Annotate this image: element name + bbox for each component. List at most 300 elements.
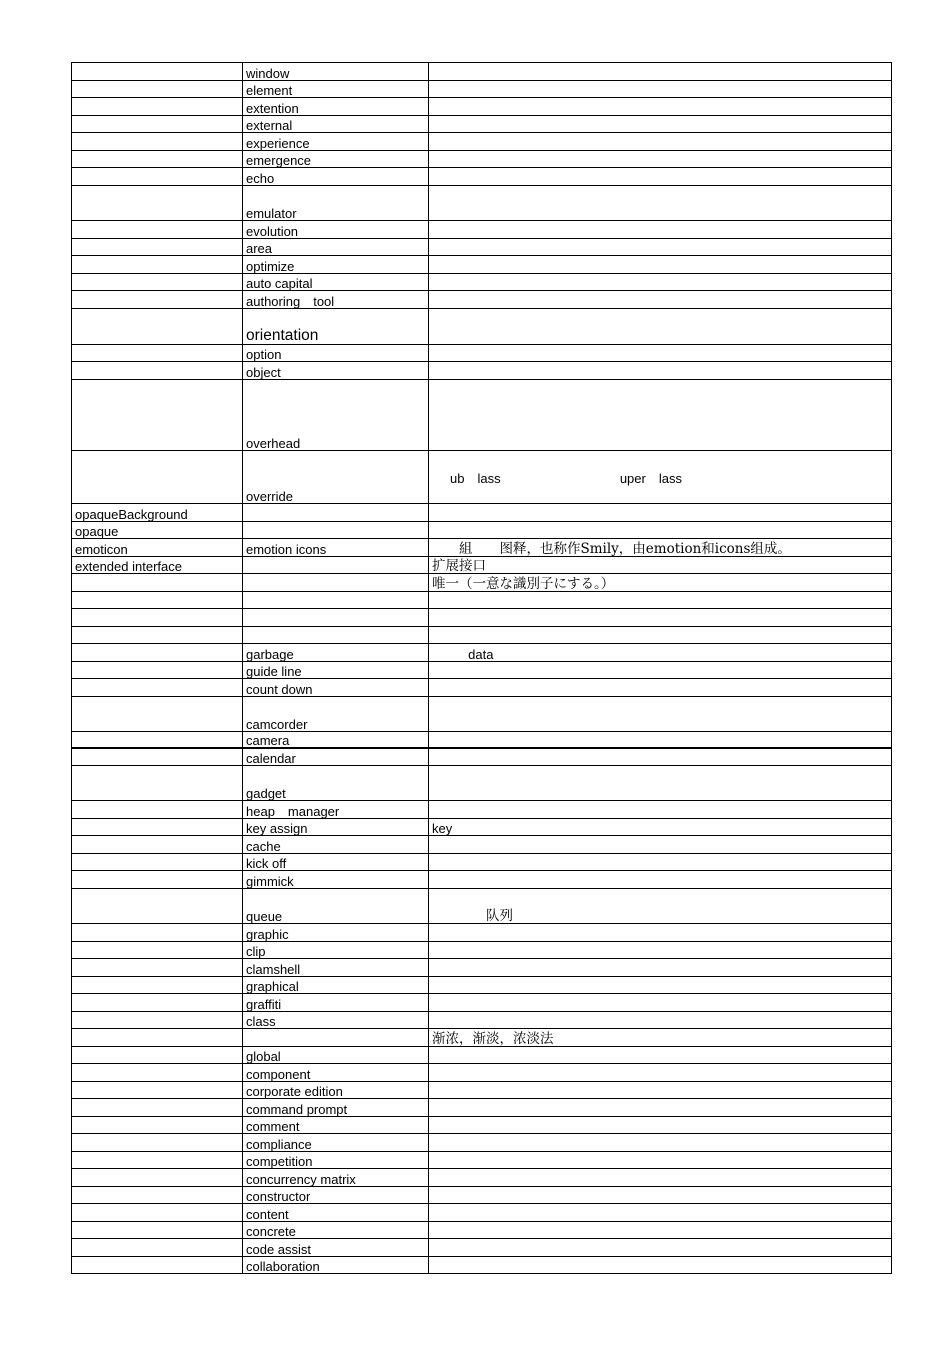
table-cell-term[interactable] [72,309,243,344]
cell-text: cache [246,839,281,854]
cell-text: competition [246,1154,313,1169]
table-cell-term[interactable] [72,1064,243,1081]
cell-text: extention [246,101,299,116]
cell-text: overhead [246,436,301,451]
table-row [71,239,892,256]
table-cell-note[interactable] [429,679,891,696]
table-cell-english[interactable] [243,574,429,591]
table-cell-note[interactable] [429,924,891,941]
table-cell-term[interactable] [72,1029,243,1046]
table-cell-english[interactable] [243,819,429,835]
table-cell-english[interactable] [243,1222,429,1238]
table-row [71,380,892,451]
table-cell-note[interactable] [429,451,891,503]
table-cell-term[interactable] [72,679,243,696]
table-cell-term[interactable] [72,609,243,626]
table-cell-english[interactable] [243,81,429,97]
table-cell-english[interactable] [243,942,429,958]
table-cell-english[interactable] [243,380,429,450]
table-cell-english[interactable] [243,1239,429,1256]
table-cell-note[interactable] [429,133,891,150]
cell-text: gadget [246,786,286,801]
table-cell-term[interactable] [72,63,243,80]
table-row [71,451,892,504]
table-row [71,627,892,644]
table-cell-term[interactable] [72,977,243,993]
cell-text: 扩展接口 [432,558,486,574]
table-row [71,504,892,522]
table-cell-note[interactable] [429,819,891,835]
table-cell-note[interactable] [429,539,891,556]
table-cell-note[interactable] [429,345,891,361]
table-cell-term[interactable] [72,1204,243,1221]
table-cell-term[interactable] [72,1099,243,1116]
table-cell-note[interactable] [429,63,891,80]
table-row [71,186,892,221]
table-cell-note[interactable] [429,732,891,747]
table-cell-note[interactable] [429,291,891,308]
table-cell-english[interactable] [243,697,429,731]
table-cell-english[interactable] [243,256,429,273]
cell-text: code assist [246,1242,312,1257]
table-cell-term[interactable] [72,1257,243,1273]
table-row [71,662,892,679]
table-row [71,133,892,151]
table-row [71,151,892,168]
table-cell-note[interactable] [429,116,891,132]
table-cell-term[interactable] [72,221,243,238]
cell-text: emergence [246,153,312,168]
table-cell-term[interactable] [72,239,243,255]
table-cell-note[interactable] [429,557,891,573]
table-cell-note[interactable] [429,362,891,379]
table-cell-note[interactable] [429,309,891,344]
table-cell-english[interactable] [243,679,429,696]
table-cell-english[interactable] [243,274,429,290]
cell-text: orientation [246,327,319,344]
table-cell-term[interactable] [72,994,243,1011]
table-cell-note[interactable] [429,889,891,923]
table-cell-note[interactable] [429,749,891,765]
cell-text: optimize [246,259,295,274]
table-cell-term[interactable] [72,766,243,800]
table-cell-note[interactable] [429,801,891,818]
table-cell-english[interactable] [243,609,429,626]
cell-text: concrete [246,1224,296,1239]
cell-text: comment [246,1119,300,1134]
table-cell-term[interactable] [72,644,243,661]
cell-text: camcorder [246,717,308,732]
cell-text: extended interface [75,559,182,574]
table-cell-english[interactable] [243,977,429,993]
cell-text: external [246,118,293,133]
table-cell-note[interactable] [429,1099,891,1116]
table-cell-english[interactable] [243,291,429,308]
table-row [71,609,892,627]
cell-text: 渐浓，渐淡，浓淡法 [432,1031,554,1047]
table-cell-term[interactable] [72,836,243,853]
cell-text: emotion icons [246,542,327,557]
table-row [71,574,892,592]
table-cell-note[interactable] [429,994,891,1011]
table-row [71,871,892,889]
table-cell-note[interactable] [429,186,891,220]
table-cell-note[interactable] [429,168,891,185]
table-row [71,977,892,994]
table-cell-term[interactable] [72,186,243,220]
table-row [71,592,892,609]
table-cell-english[interactable] [243,151,429,167]
cell-text: opaque [75,524,119,539]
cell-text: echo [246,171,275,186]
cell-text: corporate edition [246,1084,343,1099]
table-cell-term[interactable] [72,889,243,923]
table-cell-english[interactable] [243,854,429,870]
table-row [71,1239,892,1257]
cell-text: calendar [246,751,296,766]
cell-text: collaboration [246,1259,320,1274]
table-cell-note[interactable] [429,1239,891,1256]
cell-text: graffiti [246,997,282,1012]
table-cell-note[interactable] [429,627,891,643]
table-row [71,679,892,697]
table-row [71,732,892,749]
table-cell-note[interactable] [429,592,891,608]
table-cell-note[interactable] [429,644,891,661]
table-row [71,81,892,98]
cell-text: garbage [246,647,294,662]
table-cell-term[interactable] [72,1012,243,1028]
table-cell-term[interactable] [72,451,243,503]
table-cell-term[interactable] [72,1082,243,1098]
table-cell-english[interactable] [243,592,429,608]
cell-text: clip [246,944,266,959]
cell-text: constructor [246,1189,311,1204]
table-cell-english[interactable] [243,1257,429,1273]
table-cell-note[interactable] [429,609,891,626]
table-cell-english[interactable] [243,116,429,132]
table-cell-english[interactable] [243,1152,429,1168]
table-cell-note[interactable] [429,977,891,993]
table-cell-english[interactable] [243,871,429,888]
table-cell-note[interactable] [429,1117,891,1133]
cell-text: element [246,83,293,98]
table-row [71,1029,892,1047]
table-row [71,1204,892,1222]
table-row [71,557,892,574]
cell-text: heap manager [246,804,340,819]
cell-text: component [246,1067,311,1082]
table-cell-term[interactable] [72,557,243,573]
cell-text: override [246,489,293,504]
cell-text: window [246,66,290,81]
table-cell-note[interactable] [429,574,891,591]
table-row [71,221,892,239]
table-cell-note[interactable] [429,1082,891,1098]
table-cell-note[interactable] [429,522,891,538]
table-cell-term[interactable] [72,168,243,185]
table-row [71,1064,892,1082]
cell-text: area [246,241,273,256]
table-cell-english[interactable] [243,644,429,661]
table-cell-english[interactable] [243,1029,429,1046]
table-row [71,1012,892,1029]
cell-text: data [432,647,494,662]
table-cell-english[interactable] [243,924,429,941]
cell-text: experience [246,136,310,151]
cell-text: kick off [246,856,287,871]
table-row [71,1047,892,1064]
cell-text: content [246,1207,289,1222]
table-cell-note[interactable] [429,697,891,731]
table-cell-english[interactable] [243,539,429,556]
table-cell-note[interactable] [429,1169,891,1186]
table-cell-english[interactable] [243,98,429,115]
table-cell-term[interactable] [72,959,243,976]
table-cell-english[interactable] [243,1169,429,1186]
cell-text: 組 图释，也称作Smily，由emotion和icons组成。 [432,541,791,557]
table-row [71,644,892,662]
table-cell-note[interactable] [429,274,891,290]
table-cell-term[interactable] [72,819,243,835]
table-cell-term[interactable] [72,345,243,361]
cell-text: evolution [246,224,299,239]
cell-text: emoticon [75,542,128,557]
table-cell-term[interactable] [72,749,243,765]
table-cell-note[interactable] [429,380,891,450]
cell-text: 队列 [432,908,513,924]
cell-text: clamshell [246,962,301,977]
cell-text: ub lass uper lass [432,471,682,486]
table-cell-note[interactable] [429,942,891,958]
cell-text: compliance [246,1137,312,1152]
cell-text: count down [246,682,313,697]
cell-text: concurrency matrix [246,1172,356,1187]
table-cell-english[interactable] [243,362,429,379]
table-cell-note[interactable] [429,766,891,800]
table-cell-term[interactable] [72,362,243,379]
table-cell-note[interactable] [429,836,891,853]
table-cell-term[interactable] [72,1134,243,1151]
table-cell-term[interactable] [72,539,243,556]
cell-text: opaqueBackground [75,507,188,522]
table-cell-term[interactable] [72,662,243,678]
table-row [71,889,892,924]
table-cell-term[interactable] [72,504,243,521]
table-cell-term[interactable] [72,1239,243,1256]
table-row [71,749,892,766]
table-cell-english[interactable] [243,1099,429,1116]
table-cell-term[interactable] [72,942,243,958]
cell-text: option [246,347,282,362]
table-row [71,116,892,133]
cell-text: command prompt [246,1102,348,1117]
table-cell-term[interactable] [72,98,243,115]
table-row [71,942,892,959]
table-cell-english[interactable] [243,959,429,976]
cell-text: 唯一（一意な識別子にする。） [432,576,615,592]
table-row [71,1169,892,1187]
table-cell-term[interactable] [72,697,243,731]
table-row [71,291,892,309]
table-cell-english[interactable] [243,451,429,503]
table-cell-term[interactable] [72,924,243,941]
table-cell-term[interactable] [72,1152,243,1168]
table-cell-term[interactable] [72,291,243,308]
table-row [71,801,892,819]
table-row [71,959,892,977]
table-cell-term[interactable] [72,1222,243,1238]
table-cell-term[interactable] [72,380,243,450]
table-cell-note[interactable] [429,504,891,521]
cell-text: camera [246,733,290,748]
table-row [71,539,892,557]
cell-text: queue [246,909,283,924]
table-cell-note[interactable] [429,1257,891,1273]
cell-text: key [432,821,453,836]
table-cell-note[interactable] [429,151,891,167]
table-cell-english[interactable] [243,749,429,765]
table-row [71,1117,892,1134]
table-cell-note[interactable] [429,871,891,888]
table-cell-english[interactable] [243,345,429,361]
table-row [71,1099,892,1117]
table-row [71,1152,892,1169]
table-row [71,62,892,81]
table-cell-english[interactable] [243,801,429,818]
table-cell-english[interactable] [243,63,429,80]
table-cell-note[interactable] [429,256,891,273]
spreadsheet-grid [71,62,892,1274]
table-cell-term[interactable] [72,801,243,818]
cell-text: emulator [246,206,297,221]
table-cell-term[interactable] [72,274,243,290]
table-cell-term[interactable] [72,627,243,643]
table-cell-english[interactable] [243,1187,429,1203]
table-cell-english[interactable] [243,1204,429,1221]
table-cell-english[interactable] [243,627,429,643]
table-row [71,1134,892,1152]
table-cell-english[interactable] [243,1134,429,1151]
table-cell-english[interactable] [243,221,429,238]
table-cell-english[interactable] [243,133,429,150]
table-cell-note[interactable] [429,1029,891,1046]
table-row [71,256,892,274]
table-row [71,1222,892,1239]
table-row [71,697,892,732]
table-cell-english[interactable] [243,1117,429,1133]
table-cell-english[interactable] [243,836,429,853]
table-row [71,924,892,942]
table-cell-term[interactable] [72,256,243,273]
table-cell-english[interactable] [243,766,429,800]
cell-text: global [246,1049,281,1064]
table-cell-english[interactable] [243,662,429,678]
table-row [71,1187,892,1204]
table-row [71,309,892,345]
table-cell-note[interactable] [429,1187,891,1203]
cell-text: key assign [246,821,308,836]
table-cell-english[interactable] [243,522,429,538]
table-cell-term[interactable] [72,871,243,888]
table-cell-term[interactable] [72,732,243,747]
table-row [71,1257,892,1274]
table-cell-term[interactable] [72,854,243,870]
table-cell-english[interactable] [243,889,429,923]
table-row [71,362,892,380]
cell-text: graphic [246,927,289,942]
table-cell-english[interactable] [243,1012,429,1028]
table-cell-note[interactable] [429,221,891,238]
table-cell-term[interactable] [72,574,243,591]
table-cell-english[interactable] [243,732,429,747]
table-cell-term[interactable] [72,1169,243,1186]
table-cell-note[interactable] [429,1222,891,1238]
table-row [71,168,892,186]
table-cell-term[interactable] [72,81,243,97]
table-cell-term[interactable] [72,116,243,132]
table-cell-term[interactable] [72,1047,243,1063]
table-cell-note[interactable] [429,98,891,115]
table-row [71,836,892,854]
table-cell-term[interactable] [72,522,243,538]
table-cell-note[interactable] [429,1152,891,1168]
table-row [71,345,892,362]
table-row [71,766,892,801]
table-row [71,854,892,871]
table-cell-term[interactable] [72,592,243,608]
table-cell-note[interactable] [429,662,891,678]
table-cell-english[interactable] [243,239,429,255]
table-cell-note[interactable] [429,1064,891,1081]
table-cell-english[interactable] [243,1047,429,1063]
table-cell-term[interactable] [72,1117,243,1133]
table-cell-english[interactable] [243,168,429,185]
table-cell-english[interactable] [243,1064,429,1081]
table-cell-english[interactable] [243,1082,429,1098]
table-cell-note[interactable] [429,239,891,255]
cell-text: authoring tool [246,294,335,309]
table-cell-term[interactable] [72,1187,243,1203]
table-row [71,1082,892,1099]
table-cell-english[interactable] [243,504,429,521]
cell-text: graphical [246,979,299,994]
table-row [71,98,892,116]
table-cell-note[interactable] [429,1134,891,1151]
table-cell-term[interactable] [72,133,243,150]
cell-text: class [246,1014,276,1029]
table-cell-note[interactable] [429,959,891,976]
table-cell-note[interactable] [429,1204,891,1221]
table-cell-english[interactable] [243,186,429,220]
table-cell-english[interactable] [243,994,429,1011]
table-cell-note[interactable] [429,81,891,97]
cell-text: object [246,365,281,380]
cell-text: guide line [246,664,302,679]
table-cell-note[interactable] [429,1012,891,1028]
table-row [71,819,892,836]
table-row [71,522,892,539]
table-cell-english[interactable] [243,557,429,573]
table-cell-note[interactable] [429,854,891,870]
table-cell-term[interactable] [72,151,243,167]
table-cell-english[interactable] [243,309,429,344]
table-row [71,994,892,1012]
cell-text: gimmick [246,874,294,889]
cell-text: auto capital [246,276,313,291]
table-cell-note[interactable] [429,1047,891,1063]
table-row [71,274,892,291]
